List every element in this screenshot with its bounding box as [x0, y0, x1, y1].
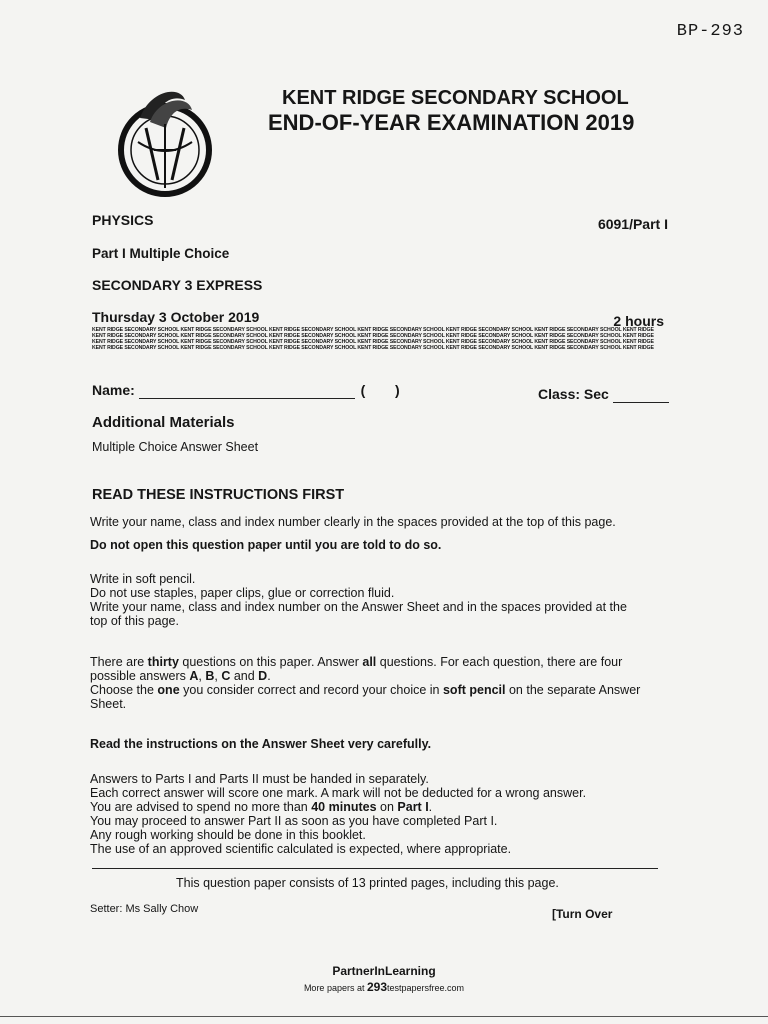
- instruction-text: Do not open this question paper until you are told to do so.: [90, 538, 442, 552]
- materials-heading: Additional Materials: [92, 414, 235, 431]
- duration: 2 hours: [613, 313, 664, 329]
- instruction-line: Write in soft pencil.: [90, 572, 196, 586]
- instruction-line: possible answers A, B, C and D.: [90, 669, 271, 683]
- instruction-line: Each correct answer will score one mark. A mark will not be deducted for a wrong answer.: [90, 786, 587, 800]
- name-row: [92, 382, 400, 399]
- school-crest-icon: [110, 80, 220, 200]
- security-pattern: [92, 327, 668, 351]
- instruction-block: [90, 655, 690, 711]
- footer-brand: PartnerInLearning: [332, 964, 436, 978]
- setter: Setter: Ms Sally Chow: [90, 903, 199, 915]
- document-code: BP-293: [676, 22, 744, 41]
- materials-text: Multiple Choice Answer Sheet: [92, 440, 259, 454]
- paper-code: 6091/Part I: [597, 216, 668, 232]
- class-label: Class: Sec: [538, 386, 609, 402]
- exam-title: END-OF-YEAR EXAMINATION 2019: [268, 110, 635, 135]
- instruction-line: Write your name, class and index number on the Answer Sheet and in the spaces provided at the: [90, 600, 627, 614]
- instruction-line: There are thirty questions on this paper. Answer all questions. For each question, there are four: [90, 655, 623, 669]
- instruction-line: You are advised to spend no more than 40 minutes on Part I.: [90, 800, 433, 814]
- instruction-block: [90, 772, 690, 856]
- name-label: Name:: [92, 382, 135, 398]
- pattern-line: KENT RIDGE SECONDARY SCHOOL KENT RIDGE SECONDARY SCHOOL KENT RIDGE SECONDARY SCHOOL KENT RIDGE SECONDARY SCHOOL KENT RIDGE SECONDARY SCHOOL KENT RIDGE SECONDARY SCHOOL KENT RIDGE: [92, 333, 654, 339]
- instruction-line: Any rough working should be done in this booklet.: [90, 828, 366, 842]
- index-close-paren: ): [395, 382, 400, 398]
- divider: [92, 868, 658, 869]
- instruction-line: You may proceed to answer Part II as soon as you have completed Part I.: [90, 814, 498, 828]
- index-open-paren: (: [360, 382, 366, 398]
- instruction-text: Write your name, class and index number clearly in the spaces provided at the top of this page.: [90, 515, 616, 529]
- pattern-line: KENT RIDGE SECONDARY SCHOOL KENT RIDGE SECONDARY SCHOOL KENT RIDGE SECONDARY SCHOOL KENT RIDGE SECONDARY SCHOOL KENT RIDGE SECONDARY SCHOOL KENT RIDGE SECONDARY SCHOOL KENT RIDGE: [92, 345, 654, 351]
- instruction-block: [90, 572, 690, 628]
- bottom-edge: [0, 1016, 768, 1017]
- name-field[interactable]: [139, 382, 355, 399]
- part-label: Part I Multiple Choice: [92, 246, 230, 261]
- instruction-line: Answers to Parts I and Parts II must be handed in separately.: [90, 772, 429, 786]
- pattern-line: KENT RIDGE SECONDARY SCHOOL KENT RIDGE SECONDARY SCHOOL KENT RIDGE SECONDARY SCHOOL KENT RIDGE SECONDARY SCHOOL KENT RIDGE SECONDARY SCHOOL KENT RIDGE SECONDARY SCHOOL KENT RIDGE: [92, 327, 654, 333]
- class-field[interactable]: [613, 386, 669, 403]
- instruction-line: The use of an approved scientific calculated is expected, where appropriate.: [90, 842, 512, 856]
- instruction-line: Sheet.: [90, 697, 127, 711]
- instruction-line: Choose the one you consider correct and record your choice in soft pencil on the separate Answer: [90, 683, 641, 697]
- turn-over: [Turn Over: [552, 907, 613, 921]
- pages-note: This question paper consists of 13 printed pages, including this page.: [176, 876, 559, 890]
- pattern-line: KENT RIDGE SECONDARY SCHOOL KENT RIDGE SECONDARY SCHOOL KENT RIDGE SECONDARY SCHOOL KENT RIDGE SECONDARY SCHOOL KENT RIDGE SECONDARY SCHOOL KENT RIDGE SECONDARY SCHOOL KENT RIDGE: [92, 339, 654, 345]
- footer-note: More papers at 293testpapersfree.com: [303, 980, 465, 994]
- page-number: 293: [366, 980, 387, 994]
- instructions-heading: READ THESE INSTRUCTIONS FIRST: [92, 487, 345, 503]
- school-name: KENT RIDGE SECONDARY SCHOOL: [282, 87, 629, 109]
- instruction-line: top of this page.: [90, 614, 179, 628]
- instruction-line: Do not use staples, paper clips, glue or correction fluid.: [90, 586, 395, 600]
- answer-sheet-note: Read the instructions on the Answer Sheet very carefully.: [90, 737, 432, 751]
- class-row: [538, 386, 669, 403]
- level: SECONDARY 3 EXPRESS: [92, 277, 263, 293]
- subject: PHYSICS: [92, 212, 154, 228]
- exam-date: Thursday 3 October 2019: [92, 309, 260, 325]
